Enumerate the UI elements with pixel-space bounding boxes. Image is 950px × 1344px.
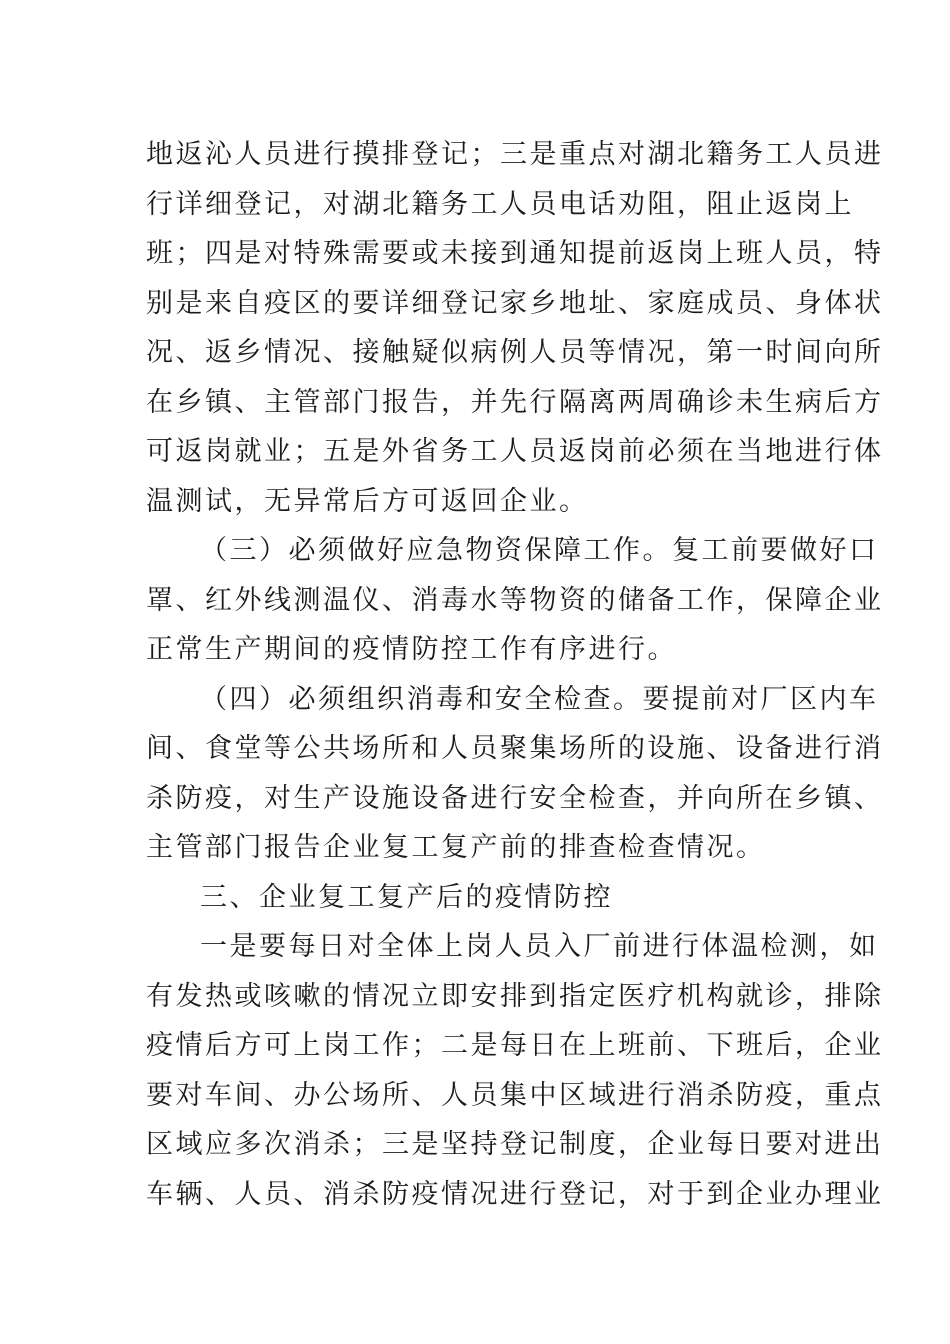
text-line: 疫情后方可上岗工作；二是每日在上班前、下班后，企业 (146, 1030, 884, 1061)
text-line: 行详细登记，对湖北籍务工人员电话劝阻，阻止返岗上 (146, 188, 854, 220)
document-body (146, 130, 884, 1219)
paragraph-start-line: 一是要每日对全体上岗人员入厂前进行体温检测，如 (200, 931, 879, 962)
paragraph-start-line: （四）必须组织消毒和安全检查。要提前对厂区内车 (200, 683, 879, 715)
text-line: 温测试，无异常后方可返回企业。 (146, 485, 589, 517)
text-line: 别是来自疫区的要详细登记家乡地址、家庭成员、身体状 (146, 287, 884, 319)
text-line: 况、返乡情况、接触疑似病例人员等情况，第一时间向所 (146, 337, 884, 368)
text-line: 可返岗就业；五是外省务工人员返岗前必须在当地进行体 (146, 436, 884, 467)
text-line: 主管部门报告企业复工复产前的排查检查情况。 (146, 832, 766, 863)
text-line: 罩、红外线测温仪、消毒水等物资的储备工作，保障企业 (146, 584, 884, 616)
paragraph-start-line: （三）必须做好应急物资保障工作。复工前要做好口 (200, 535, 879, 566)
text-line: 杀防疫，对生产设施设备进行安全检查，并向所在乡镇、 (146, 782, 884, 814)
text-line: 班；四是对特殊需要或未接到通知提前返岗上班人员，特 (146, 238, 884, 269)
text-line: 要对车间、办公场所、人员集中区域进行消杀防疫，重点 (146, 1079, 884, 1111)
text-line: 地返沁人员进行摸排登记；三是重点对湖北籍务工人员进 (146, 139, 884, 170)
text-line: 车辆、人员、消杀防疫情况进行登记，对于到企业办理业 (146, 1178, 884, 1210)
section-heading: 三、企业复工复产后的疫情防控 (200, 881, 613, 913)
text-line: 区域应多次消杀；三是坚持登记制度，企业每日要对进出 (146, 1129, 884, 1160)
text-line: 在乡镇、主管部门报告，并先行隔离两周确诊未生病后方 (146, 386, 884, 418)
text-line: 有发热或咳嗽的情况立即安排到指定医疗机构就诊，排除 (146, 980, 884, 1012)
text-line: 正常生产期间的疫情防控工作有序进行。 (146, 634, 677, 665)
text-line: 间、食堂等公共场所和人员聚集场所的设施、设备进行消 (146, 733, 884, 764)
